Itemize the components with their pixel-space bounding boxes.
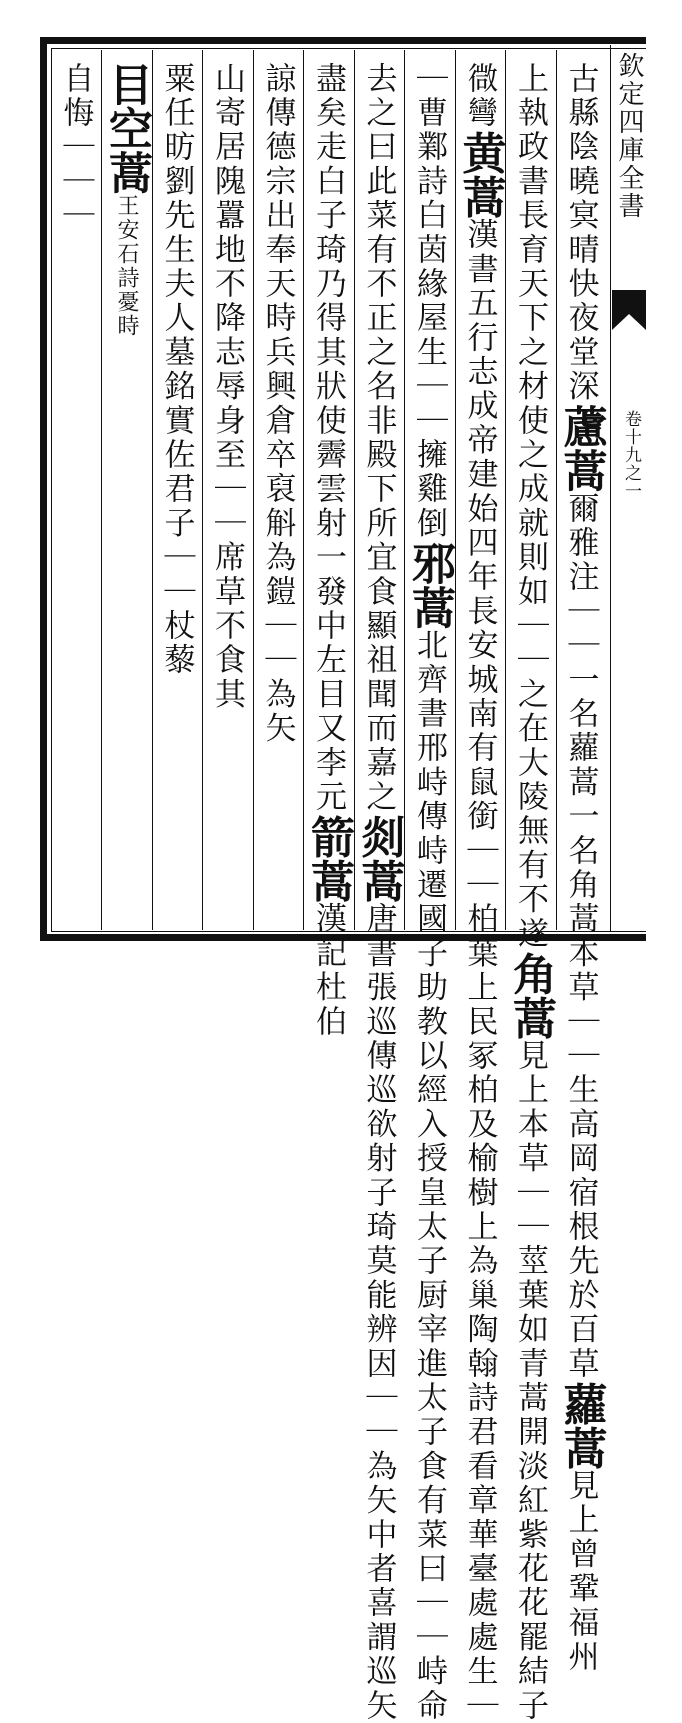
text-segment: 去之曰此菜有不正之名非殿下所宜食顯祖聞而嘉之 (360, 62, 397, 815)
text-segment: 自悔｜｜｜ (57, 62, 94, 233)
text-segment: 見上本草｜｜莖葉如青蒿開淡紅紫花花罷結子 (512, 1039, 548, 1723)
column-rule (51, 50, 52, 930)
text-segment: 上執政書長育天下之材使之成就則如｜｜之在大陵無有不遂 (512, 62, 548, 952)
text-segment: 爾雅注｜｜一名蘿蒿一名角蒿本草｜｜生高岡宿根先於百草 (562, 492, 599, 1382)
text-column (303, 62, 354, 1040)
text-segment: 唐書張巡傳巡欲射子琦莫能辨因｜｜為矢中者喜謂巡矢 (360, 902, 397, 1723)
column-rule (354, 50, 355, 930)
text-column (454, 62, 506, 1723)
text-segment: 粟任昉劉先生夫人墓銘實佐君子｜｜杖藜 (158, 62, 195, 678)
column-rule (455, 50, 456, 930)
text-segment: ｜曹鄴詩白茵緣屋生｜｜擁雞倒 (411, 62, 447, 541)
column-rule (101, 50, 102, 930)
text-segment: 山寄居隗囂地不降志辱身至｜｜席草不食其 (209, 62, 245, 712)
headword: 藘蒿 (555, 404, 607, 492)
text-column (505, 62, 556, 1723)
column-rule (303, 50, 304, 930)
text-column (101, 62, 152, 924)
headword: 角蒿 (505, 951, 556, 1040)
text-segment: 北齊書邢峙傳峙遷國子助教以經入授皇太子厨宰進太子食有菜曰｜｜峙命 (411, 628, 447, 1723)
text-column (404, 62, 455, 1723)
text-segment: 盡矣走白子琦乃得其狀使霽雲射一發中左目又李元 (310, 62, 346, 815)
text-segment: 王安石詩憂時 (114, 194, 139, 338)
juan-number: 卷十九之一 (621, 410, 641, 500)
text-column (256, 62, 300, 924)
text-column (555, 62, 607, 1675)
headword: 剡蒿 (353, 814, 405, 903)
collection-title: 欽定四庫全書 (614, 52, 644, 220)
text-segment: 見上曾鞏福州 (562, 1469, 599, 1675)
headword: 蘿蒿 (555, 1381, 607, 1470)
column-rule (556, 50, 557, 930)
text-segment: 漢記杜伯 (310, 902, 346, 1040)
column-rule (404, 50, 405, 930)
text-segment: 古縣陰曉㝠晴快夜堂深 (562, 62, 599, 404)
text-segment: 㣲彎 (461, 62, 498, 131)
headword: 目空蒿 (101, 62, 152, 194)
text-segment: 諒傳德宗出奉天時兵興倉卒裒斛為鎧｜｜為矢 (259, 62, 296, 746)
column-rule (253, 50, 254, 930)
text-segment: 漢書五行志成帝建始四年長安城南有鼠銜｜｜柏葉上民冢柏及榆樹上為巢陶翰詩君看章華臺處處生｜ (461, 218, 498, 1723)
text-column (54, 62, 98, 924)
text-column (353, 62, 405, 1723)
headword: 黄蒿 (454, 130, 506, 219)
text-column (205, 62, 249, 924)
text-column (155, 62, 199, 924)
column-rule (202, 50, 203, 930)
headword: 箭蒿 (303, 814, 354, 903)
headword: 邪蒿 (404, 540, 455, 629)
